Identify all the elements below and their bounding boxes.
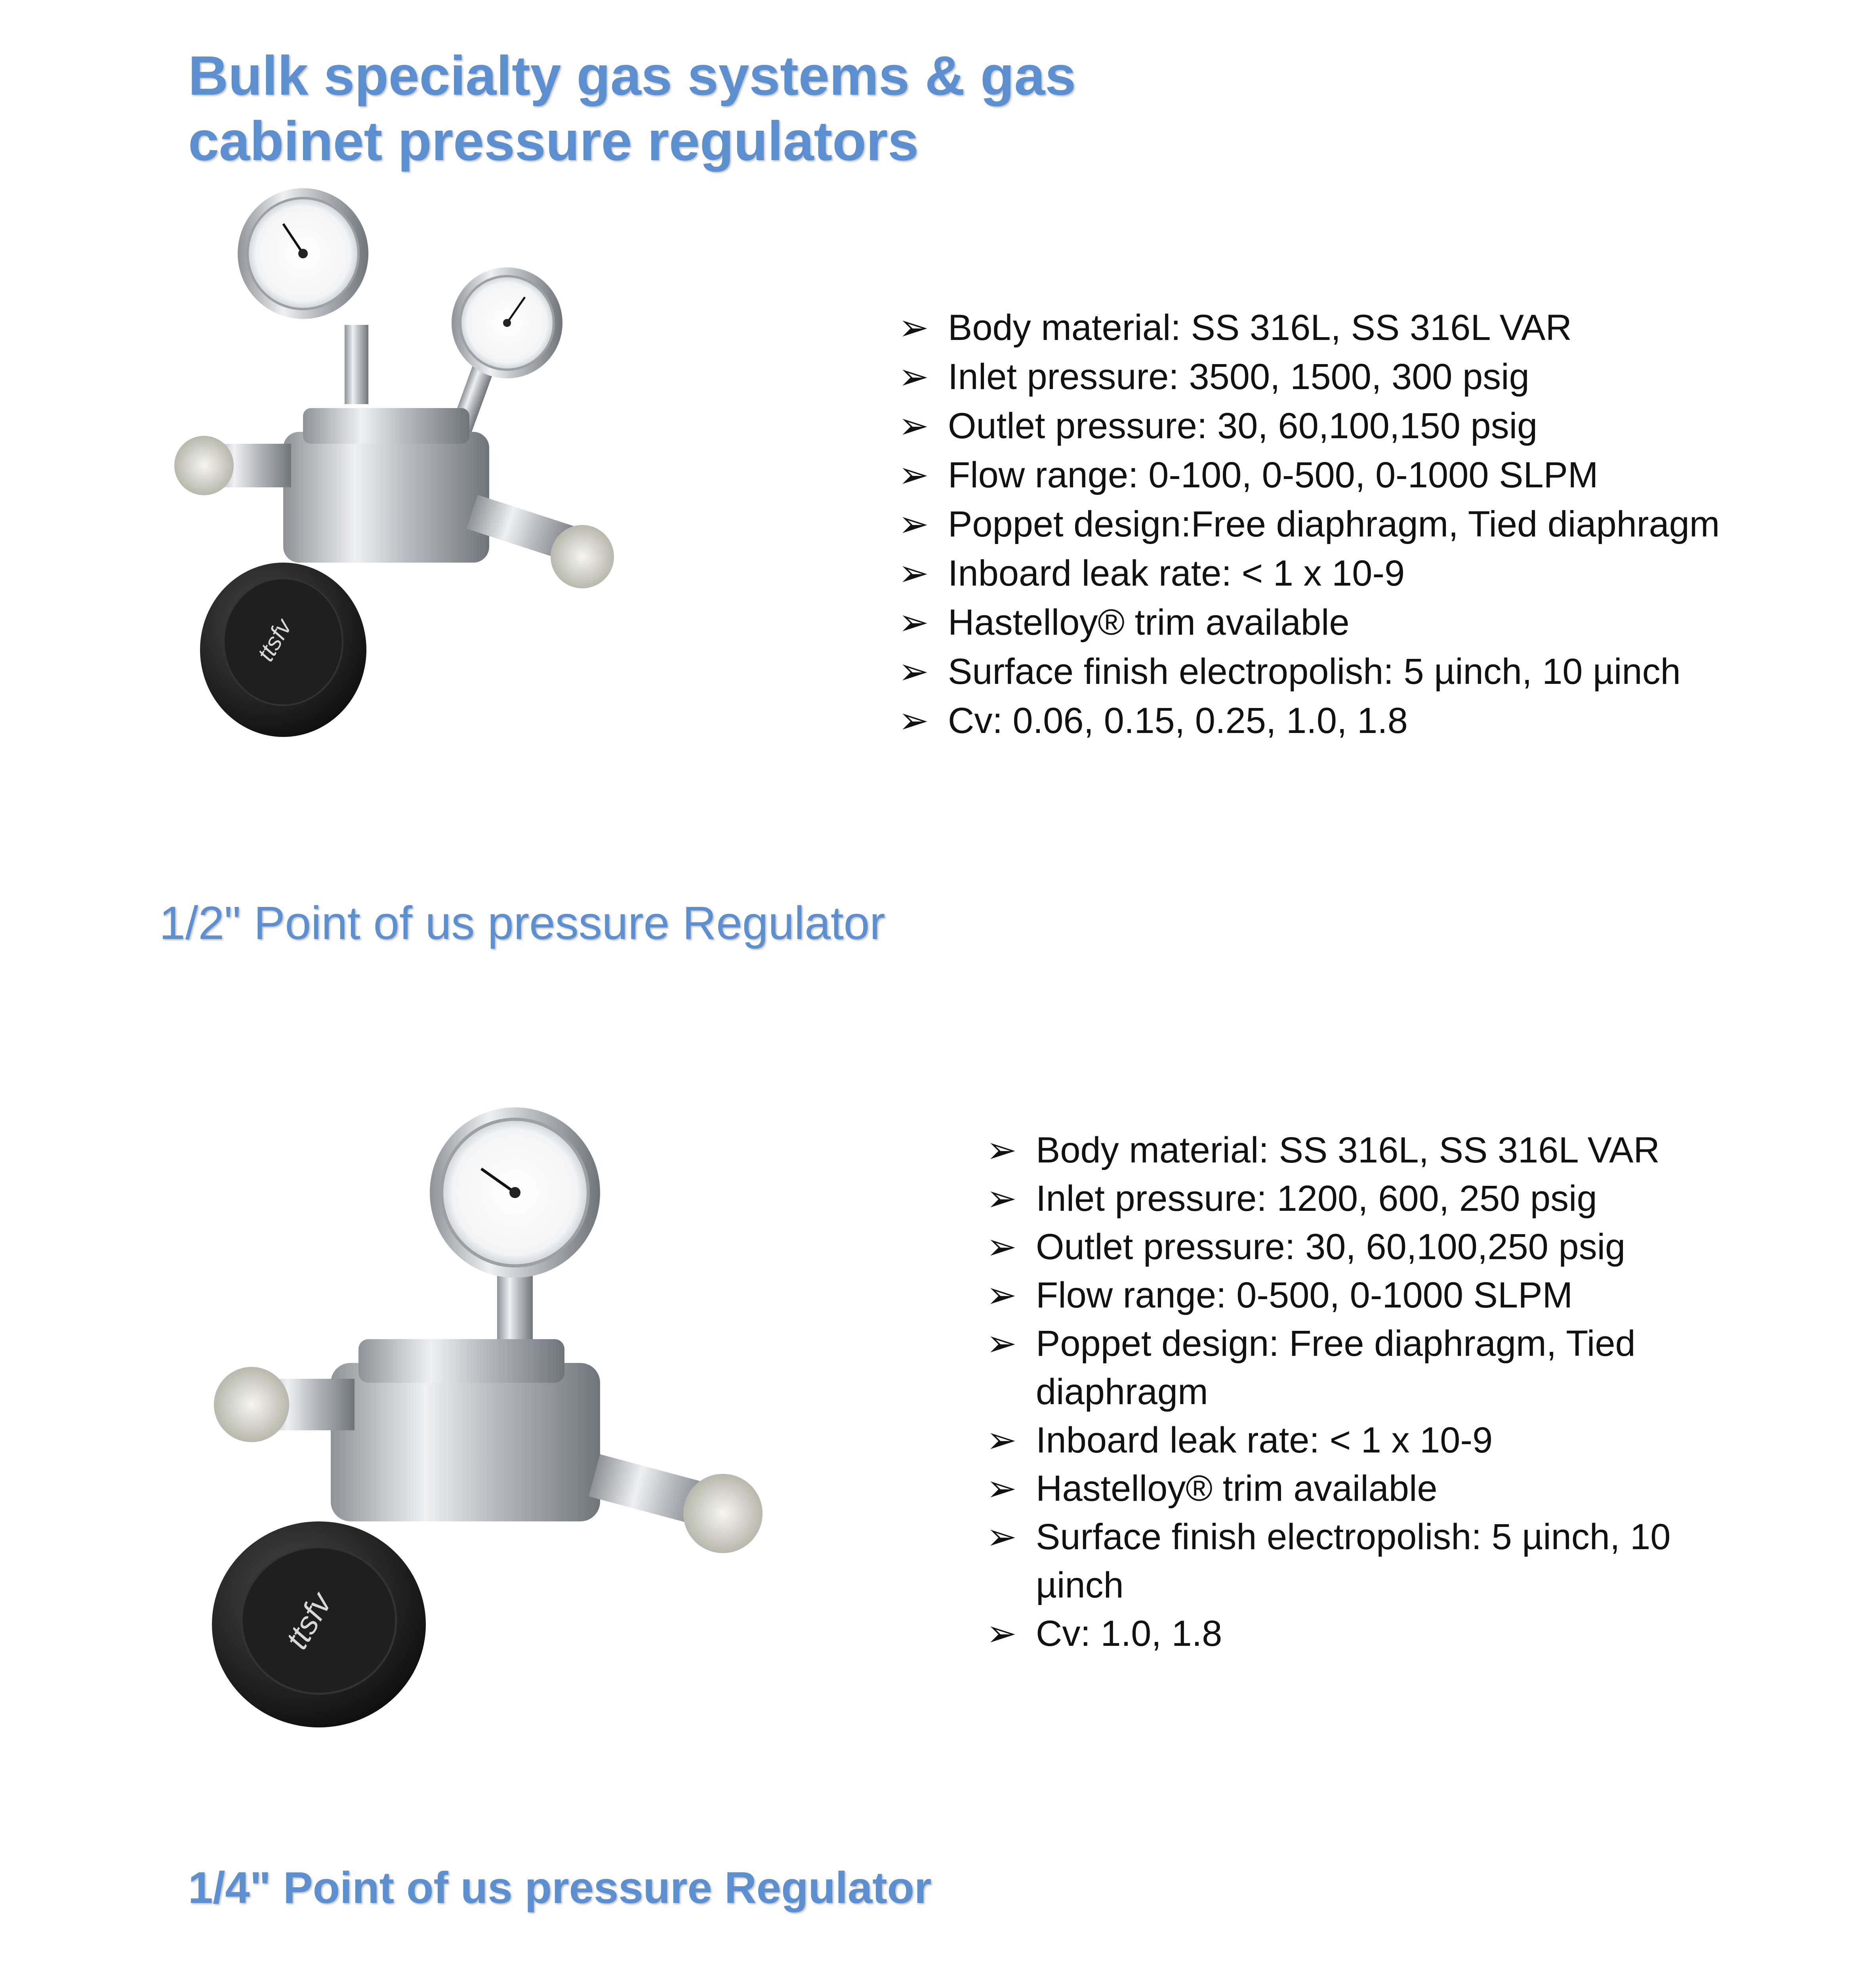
spec-item: ➢ Poppet design:Free diaphragm, Tied diaphragm [898,500,1750,549]
spec-item: ➢ Cv: 1.0, 1.8 [986,1609,1739,1658]
spec-item: ➢ Body material: SS 316L, SS 316L VAR [898,303,1750,352]
spec-item: ➢ Inlet pressure: 1200, 600, 250 psig [986,1174,1739,1223]
spec-item: ➢ Surface finish electropolish: 5 µinch, 10 µinch [898,647,1750,696]
section-2-title: 1/2" Point of us pressure Regulator [159,897,885,949]
brand-label: ttsfv [252,615,297,666]
spec-item: ➢ Inboard leak rate: < 1 x 10-9 [898,549,1750,598]
section-1-title: Bulk specialty gas systems & gas cabinet pressure regulators [188,44,1076,172]
spec-item: ➢ Inboard leak rate: < 1 x 10-9 [986,1416,1739,1464]
section-2-spec-list [986,1126,1739,1658]
arrow-bullet-icon: ➢ [986,1420,1017,1460]
arrow-bullet-icon: ➢ [898,553,929,594]
arrow-bullet-icon: ➢ [898,700,929,741]
arrow-bullet-icon: ➢ [898,504,929,544]
spec-item: ➢ Flow range: 0-100, 0-500, 0-1000 SLPM [898,450,1750,500]
spec-item: ➢ Poppet design: Free diaphragm, Tied diaphragm [986,1319,1739,1416]
spec-item: ➢ Hastelloy® trim available [986,1464,1739,1513]
arrow-bullet-icon: ➢ [898,357,929,397]
spec-item: ➢ Body material: SS 316L, SS 316L VAR [986,1126,1739,1174]
spec-item: ➢ Outlet pressure: 30, 60,100,150 psig [898,401,1750,450]
spec-item: ➢ Hastelloy® trim available [898,598,1750,647]
dual-gauge-regulator-image [153,186,699,773]
section-3-title: 1/4" Point of us pressure Regulator [188,1863,932,1912]
half-inch-regulator-image [153,1078,794,1751]
spec-item: ➢ Cv: 0.06, 0.15, 0.25, 1.0, 1.8 [898,696,1750,745]
arrow-bullet-icon: ➢ [986,1275,1017,1315]
arrow-bullet-icon: ➢ [986,1613,1017,1654]
arrow-bullet-icon: ➢ [986,1517,1017,1557]
arrow-bullet-icon: ➢ [898,455,929,495]
arrow-bullet-icon: ➢ [986,1178,1017,1219]
arrow-bullet-icon: ➢ [898,406,929,446]
spec-item: ➢ Outlet pressure: 30, 60,100,250 psig [986,1223,1739,1271]
spec-item: ➢ Inlet pressure: 3500, 1500, 300 psig [898,352,1750,401]
brand-label: ttsfv [278,1587,339,1655]
arrow-bullet-icon: ➢ [898,651,929,692]
arrow-bullet-icon: ➢ [898,307,929,348]
arrow-bullet-icon: ➢ [986,1468,1017,1509]
arrow-bullet-icon: ➢ [898,602,929,643]
arrow-bullet-icon: ➢ [986,1227,1017,1267]
section-1-spec-list [898,303,1750,745]
arrow-bullet-icon: ➢ [986,1130,1017,1170]
arrow-bullet-icon: ➢ [986,1323,1017,1364]
spec-item: ➢ Surface finish electropolish: 5 µinch, 10 µinch [986,1513,1739,1609]
spec-item: ➢ Flow range: 0-500, 0-1000 SLPM [986,1271,1739,1319]
